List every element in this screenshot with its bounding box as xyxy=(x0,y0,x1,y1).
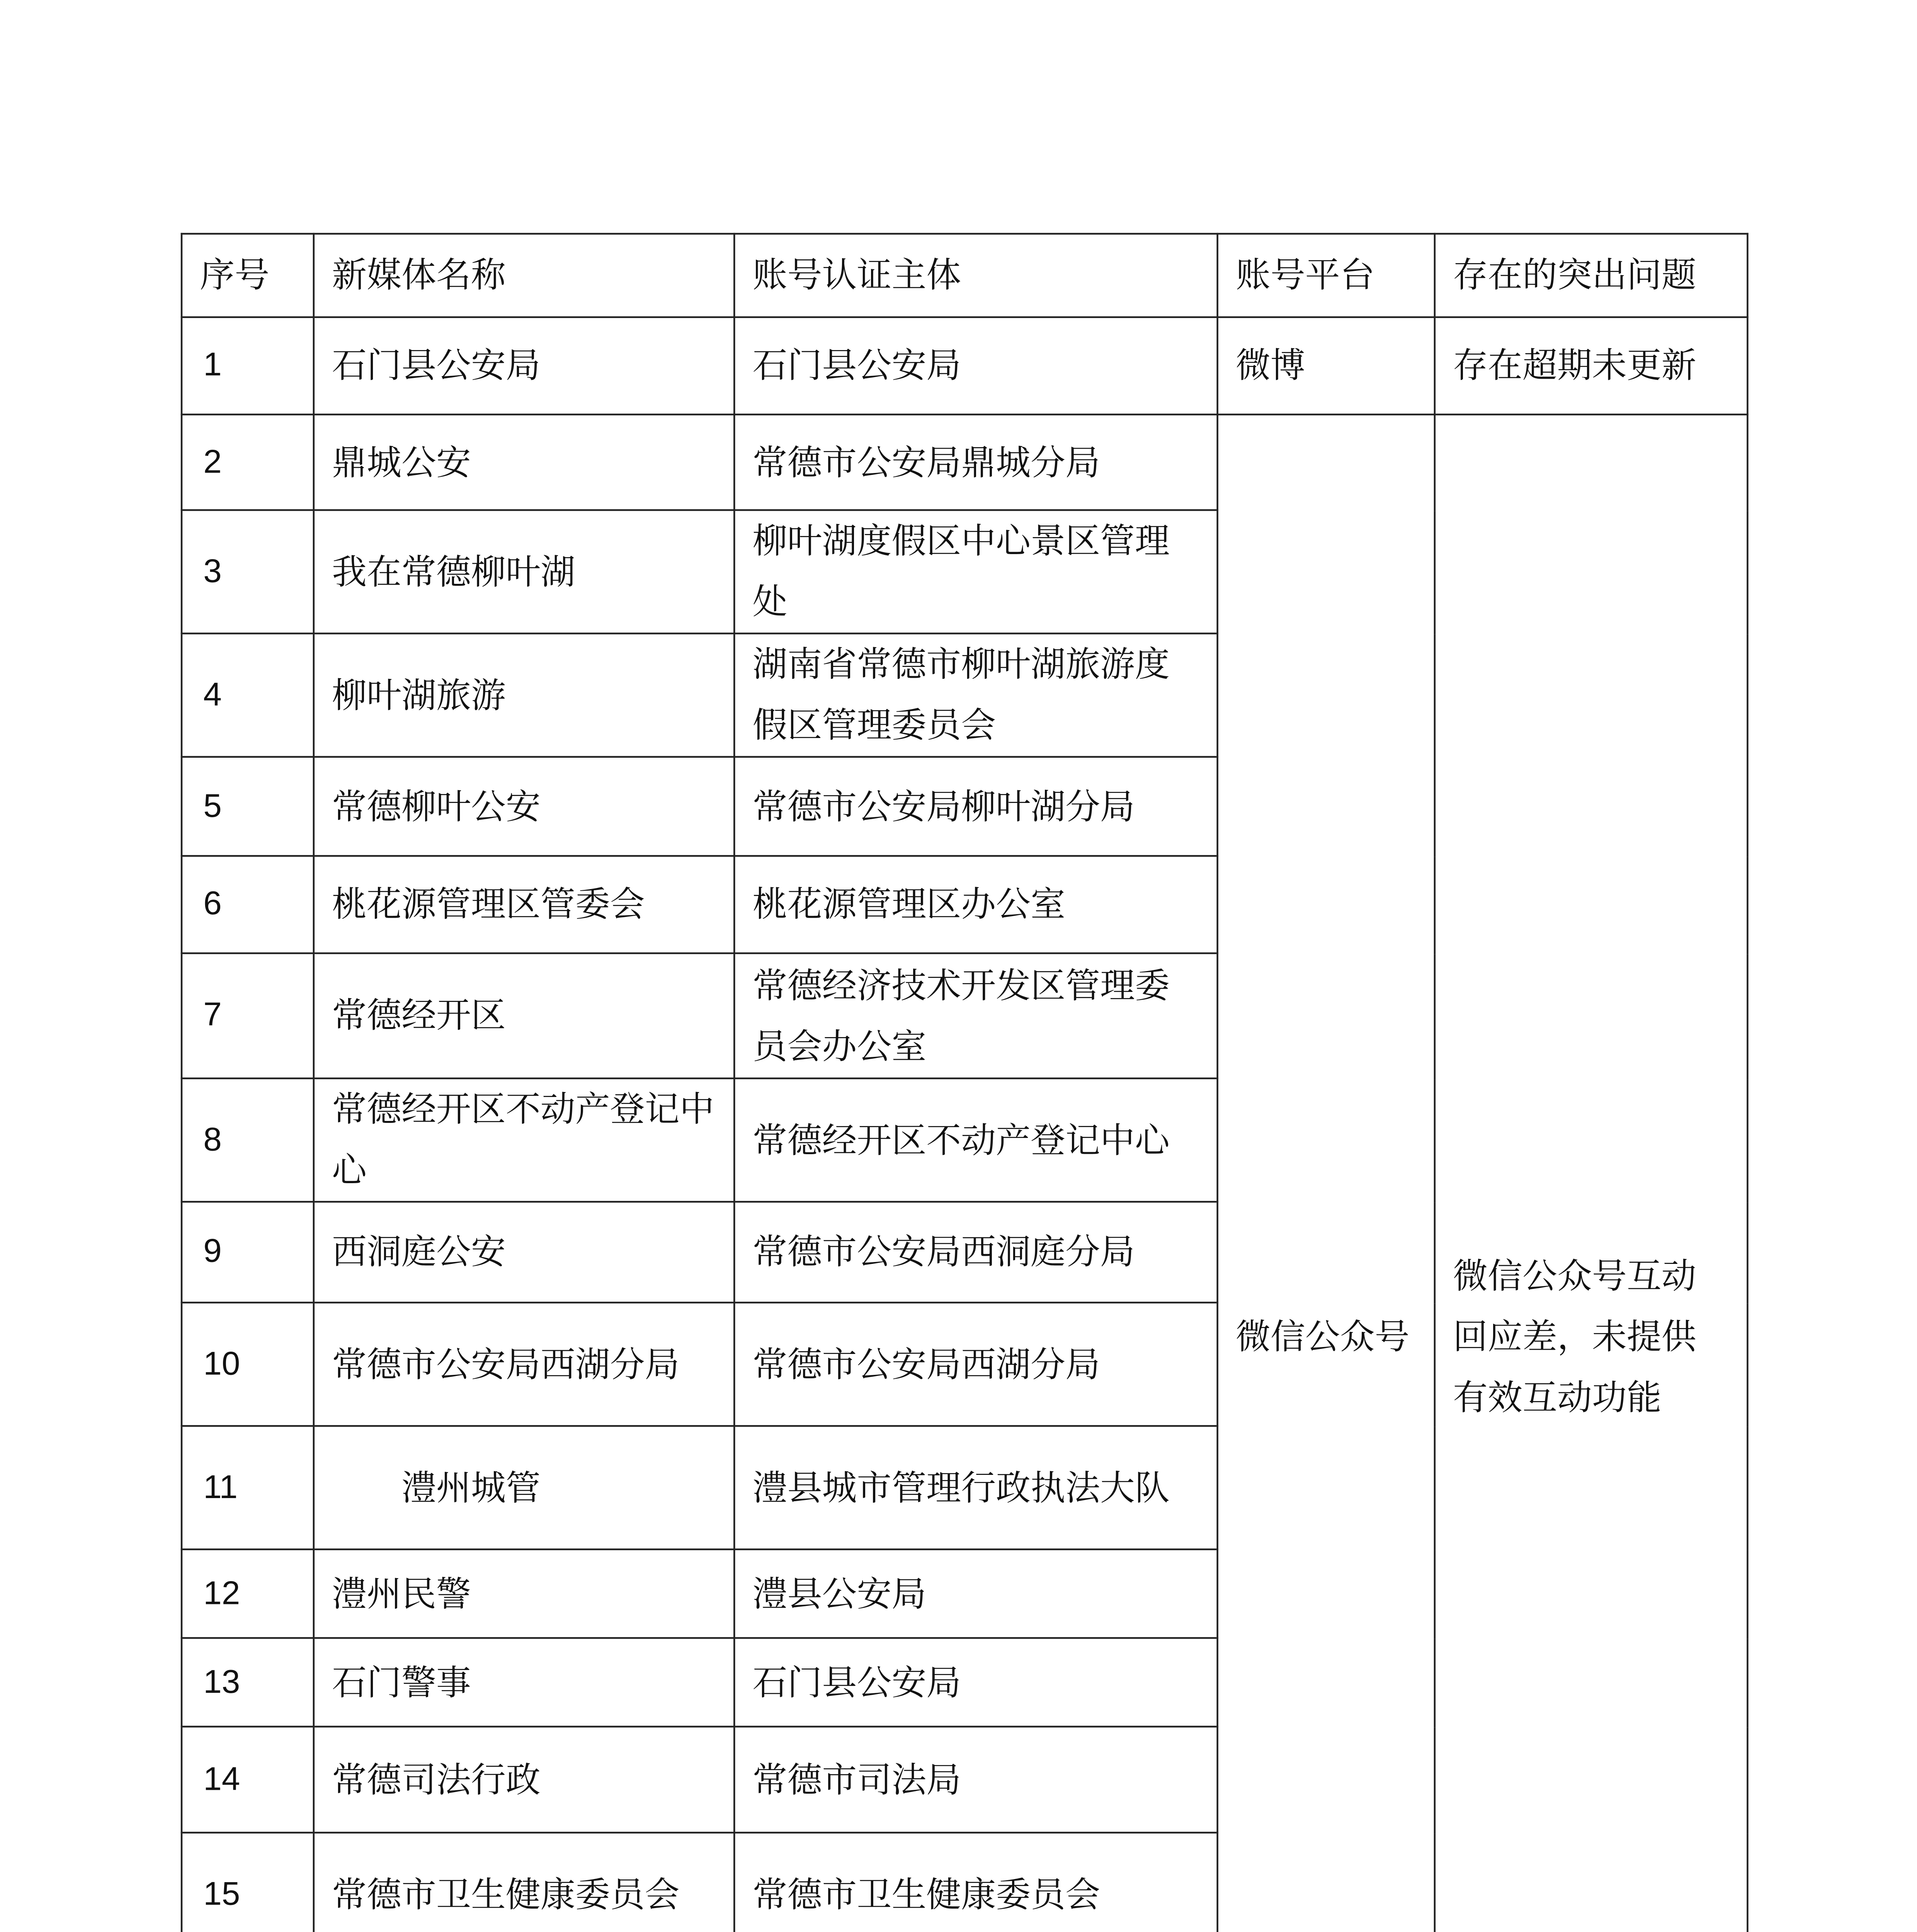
platform-cell: 微博 xyxy=(1218,317,1435,415)
issue-cell: 微信公众号互动回应差，未提供有效互动功能 xyxy=(1435,415,1748,1932)
account-entity: 常德市公安局柳叶湖分局 xyxy=(734,757,1217,856)
media-name: 常德市卫生健康委员会 xyxy=(314,1833,734,1932)
row-number: 6 xyxy=(182,856,314,953)
account-entity: 常德市公安局鼎城分局 xyxy=(734,415,1217,510)
media-name: 澧州城管 xyxy=(314,1426,734,1549)
account-entity: 桃花源管理区办公室 xyxy=(734,856,1217,953)
media-name: 常德司法行政 xyxy=(314,1726,734,1832)
media-issues-table xyxy=(181,233,1749,1932)
account-entity: 常德市公安局西湖分局 xyxy=(734,1303,1217,1426)
account-entity: 石门县公安局 xyxy=(734,1638,1217,1726)
account-entity: 常德市公安局西洞庭分局 xyxy=(734,1202,1217,1303)
account-entity: 石门县公安局 xyxy=(734,317,1217,415)
media-name: 桃花源管理区管委会 xyxy=(314,856,734,953)
media-name: 西洞庭公安 xyxy=(314,1202,734,1303)
account-entity: 常德经开区不动产登记中心 xyxy=(734,1078,1217,1202)
header-cell-platform: 账号平台 xyxy=(1218,234,1435,317)
account-entity: 常德经济技术开发区管理委员会办公室 xyxy=(734,953,1217,1078)
table-row xyxy=(182,415,1747,510)
row-number: 8 xyxy=(182,1078,314,1202)
media-name: 常德经开区 xyxy=(314,953,734,1078)
table-header-row xyxy=(182,234,1747,317)
media-name: 常德市公安局西湖分局 xyxy=(314,1303,734,1426)
media-name: 鼎城公安 xyxy=(314,415,734,510)
table-row xyxy=(182,317,1747,415)
row-number: 9 xyxy=(182,1202,314,1303)
header-cell-entity: 账号认证主体 xyxy=(734,234,1217,317)
row-number: 5 xyxy=(182,757,314,856)
row-number: 10 xyxy=(182,1303,314,1426)
account-entity: 常德市司法局 xyxy=(734,1726,1217,1832)
media-name: 常德经开区不动产登记中心 xyxy=(314,1078,734,1202)
row-number: 11 xyxy=(182,1426,314,1549)
media-name: 石门县公安局 xyxy=(314,317,734,415)
row-number: 15 xyxy=(182,1833,314,1932)
row-number: 7 xyxy=(182,953,314,1078)
header-cell-no: 序号 xyxy=(182,234,314,317)
media-name: 石门警事 xyxy=(314,1638,734,1726)
row-number: 12 xyxy=(182,1549,314,1638)
account-entity: 柳叶湖度假区中心景区管理处 xyxy=(734,510,1217,633)
account-entity: 常德市卫生健康委员会 xyxy=(734,1833,1217,1932)
media-name: 常德柳叶公安 xyxy=(314,757,734,856)
account-entity: 湖南省常德市柳叶湖旅游度假区管理委员会 xyxy=(734,633,1217,757)
media-name: 柳叶湖旅游 xyxy=(314,633,734,757)
account-entity: 澧县公安局 xyxy=(734,1549,1217,1638)
header-cell-issue: 存在的突出问题 xyxy=(1435,234,1748,317)
row-number: 13 xyxy=(182,1638,314,1726)
row-number: 14 xyxy=(182,1726,314,1832)
account-entity: 澧县城市管理行政执法大队 xyxy=(734,1426,1217,1549)
header-cell-name: 新媒体名称 xyxy=(314,234,734,317)
media-name: 我在常德柳叶湖 xyxy=(314,510,734,633)
row-number: 4 xyxy=(182,633,314,757)
row-number: 1 xyxy=(182,317,314,415)
platform-cell: 微信公众号 xyxy=(1218,415,1435,1932)
row-number: 3 xyxy=(182,510,314,633)
media-name: 澧州民警 xyxy=(314,1549,734,1638)
row-number: 2 xyxy=(182,415,314,510)
issue-cell: 存在超期未更新 xyxy=(1435,317,1748,415)
